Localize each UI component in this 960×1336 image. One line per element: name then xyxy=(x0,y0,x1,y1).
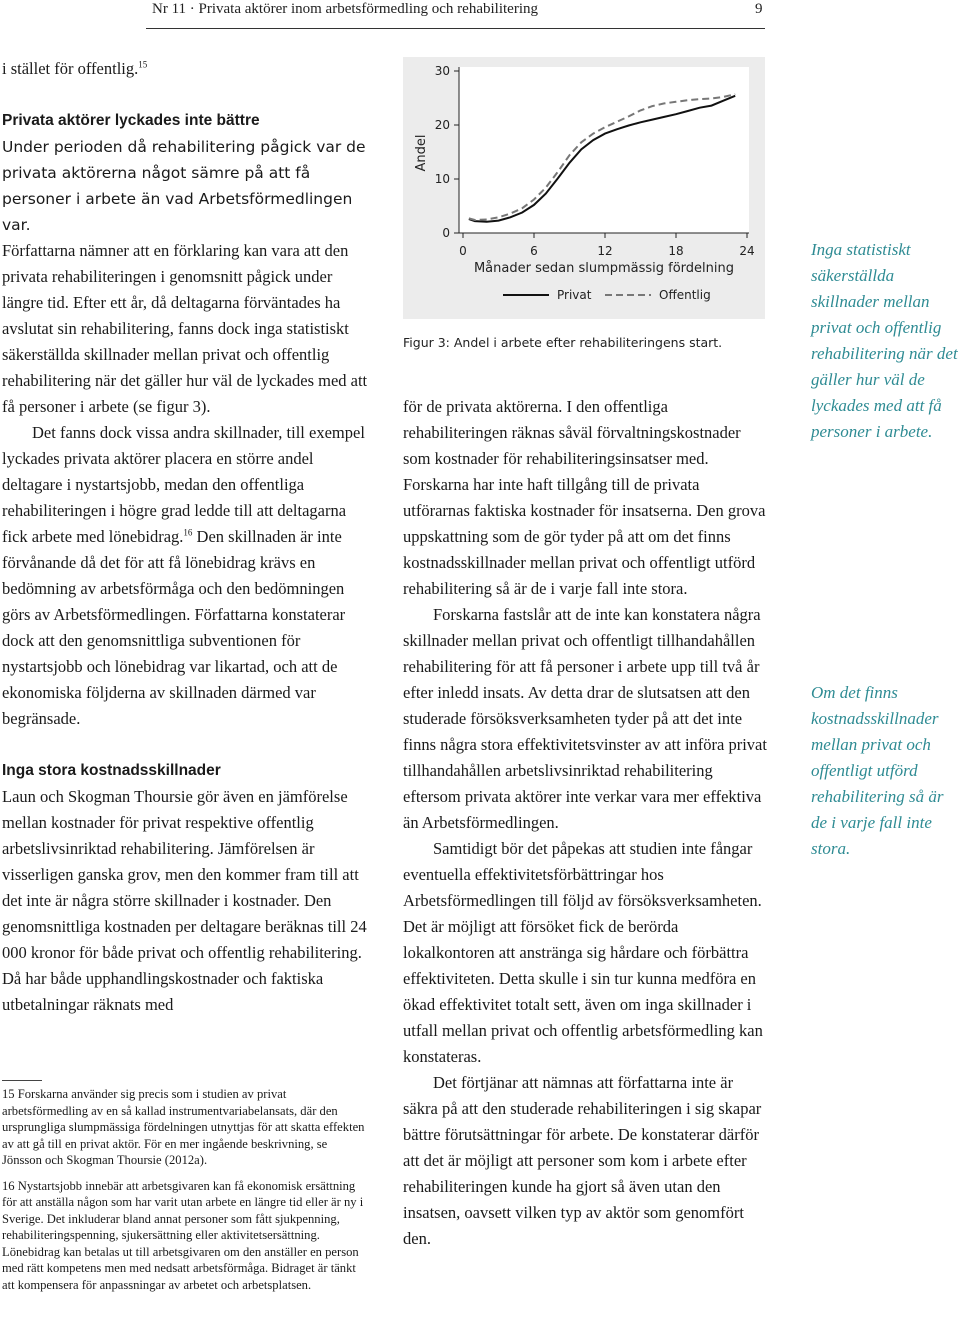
running-header: Nr 11 · Privata aktörer inom arbetsförmedling och rehabilitering xyxy=(152,1,538,17)
legend-label-offentlig: Offentlig xyxy=(659,288,711,302)
section-heading-2: Inga stora kostnadsskillnader xyxy=(2,762,221,779)
figure-caption: Figur 3: Andel i arbete efter rehabiliteringens start. xyxy=(403,335,723,350)
footnotes xyxy=(2,1086,368,1302)
paragraph-2-part-b: Den skillnaden är inte förvånande då det för att få lönebidrag krävs en bedömning av arbetsförmåga och den bedömningen görs av Arbetsförmedlingen. Författarna konstaterar dock att den genomsnittliga subventionen för nystartsjobb och lönebidrag var likartad, och att de ekonomiska följderna av skillnaden därmed var begränsade. xyxy=(2,527,346,728)
footnote-ref-15: 15 xyxy=(138,59,148,70)
paragraph-2-part-a: Det fanns dock vissa andra skillnader, till exempel lyckades privata aktörer placera en större andel deltagare i nystartsjobb, medan den offentliga rehabiliteringen i högre grad ledde till att deltagarna fick arbete med lönebidrag. xyxy=(2,423,365,546)
footnote-15: 15 Forskarna använder sig precis som i studien av privat arbetsförmedling av en så kallad instrumentvariabelansats, där den ursprungliga slumpmässiga fördelningen utnyttjas för att skatta effekten av att gå till en privat aktör. För en mer ingående beskrivning, se Jönsson och Skogman Thoursie (2012a). xyxy=(2,1087,365,1167)
footnote-ref-16: 16 xyxy=(183,527,193,538)
continued-text: i stället för offentlig. xyxy=(2,59,139,78)
page-number: 9 xyxy=(755,1,763,17)
mid-paragraph-3: Samtidigt bör det påpekas att studien inte fångar eventuella effektivitetsförbättringar hos Arbetsförmedlingen till följd av försöksverksamheten. Det är möjligt att försöket fick de berörda lokalkontoren att anstränga sig hårdare och förbättra effektiviteten. Detta skulle i sin tur kunna medföra en ökad effektivitet totalt sett, även om inga skillnader i utfall mellan privat och offentlig arbetsförmedling kan konstateras. xyxy=(403,839,763,1066)
legend-label-privat: Privat xyxy=(557,288,592,302)
lead-paragraph: Under perioden då rehabilitering pågick var de privata aktörerna något sämre på att få personer i arbete än vad Arbetsförmedlingen var. xyxy=(2,138,366,234)
line-chart xyxy=(403,57,765,319)
x-tick-label: 24 xyxy=(739,244,755,258)
mid-paragraph-1: för de privata aktörerna. I den offentliga rehabiliteringen räknas såväl förvaltningskostnader som kostnader för rehabiliteringsinsatser med. Forskarna har inte haft tillgång till de privata utförarnas faktiska kostnader för insatserna. Den grova uppskattning som de gör tyder på att om det finns kostnadsskillnader mellan privat och offentligt utförd rehabilitering så är de i varje fall inte stora. xyxy=(403,397,766,598)
x-tick-label: 18 xyxy=(668,244,684,258)
y-axis-label: Andel xyxy=(414,134,429,172)
x-tick-label: 0 xyxy=(459,244,467,258)
footnote-16: 16 Nystartsjobb innebär att arbetsgivaren kan få ekonomisk ersättning för att anställa någon som har varit utan arbete en längre tid eller är ny i Sverige. Det inkluderar bland annat personer som fått sjukpenning, rehabiliteringspenning, sjukersättning eller aktivitetsersättning. Lönebidrag kan betalas ut till arbetsgivaren om den anställer en person med rätt kompetens men med nedsatt arbetsförmåga. Bidraget är tänkt att kompensera för anpassningar av arbetet och arbetsplatsen. xyxy=(2,1178,364,1292)
margin-note-1: Inga statistiskt säkerställda skillnader mellan privat och offentlig rehabilitering när det gäller hur väl de lyckades med att få personer i arbete. xyxy=(811,240,958,441)
mid-paragraph-2: Forskarna fastslår att de inte kan konstatera några skillnader mellan privat och offentligt tillhandahållen rehabilitering för att få personer i arbete upp till två år efter inledd insats. Av detta drar de slutsatsen att den studerade försöksverksamheten tyder på att det inte finns några stora effektivitetsvinster av att införa privat tillhandahållen arbetslivsinriktad rehabilitering eftersom privata aktörer inte verkar vara mer effektiva än Arbetsförmedlingen. xyxy=(403,605,767,832)
middle-column xyxy=(403,394,769,1252)
x-tick-label: 12 xyxy=(597,244,613,258)
footnote-rule xyxy=(2,1080,42,1081)
section-heading-1: Privata aktörer lyckades inte bättre xyxy=(2,112,260,129)
paragraph-1: Författarna nämner att en förklaring kan vara att den privata rehabiliteringen i genomsnitt pågick under längre tid. Efter ett år, då deltagarna förväntades ha avslutat sin rehabilitering, fanns dock inga statistiskt säkerställda skillnader mellan privat och offentlig rehabilitering när det gäller hur väl de lyckades med att få personer i arbete (se figur 3). xyxy=(2,241,368,416)
paragraph-2 xyxy=(2,420,368,732)
y-tick-label: 20 xyxy=(434,118,450,132)
left-column xyxy=(2,56,368,1018)
paragraph-3: Laun och Skogman Thoursie gör även en jämförelse mellan kostnader för privat respektive offentlig arbetslivsinriktad rehabilitering. Jämförelsen är visserligen ganska grov, men den kommer fram till att det inte är några större skillnader i kostnader. Den genomsnittliga kostnaden per deltagare beräknas till 24 000 kronor för både privat och offentlig rehabilitering. Då har både upphandlingskostnader och faktiska utbetalningar räknats med xyxy=(2,787,367,1014)
figure-3 xyxy=(403,57,765,319)
header-rule xyxy=(146,28,765,29)
x-axis-label: Månader sedan slumpmässig fördelning xyxy=(473,261,735,276)
margin-note-2: Om det finns kostnadsskillnader mellan privat och offentligt utförd rehabilitering så är de i varje fall inte stora. xyxy=(811,683,944,858)
y-tick-label: 30 xyxy=(434,64,450,78)
continued-paragraph xyxy=(2,56,368,82)
x-tick-label: 6 xyxy=(530,244,538,258)
mid-paragraph-4: Det förtjänar att nämnas att författarna inte är säkra på att den studerade rehabiliteringen i sig skapar bättre förutsättningar för arbete. De konstaterar därför att det är möjligt att personer som kom i arbete efter rehabiliteringen kunde ha gjort så även utan den insatsen, oavsett vilken typ av aktör som genomfört den. xyxy=(403,1073,762,1248)
y-tick-label: 10 xyxy=(434,172,450,186)
y-tick-label: 0 xyxy=(442,226,450,240)
plot-area xyxy=(459,67,749,233)
